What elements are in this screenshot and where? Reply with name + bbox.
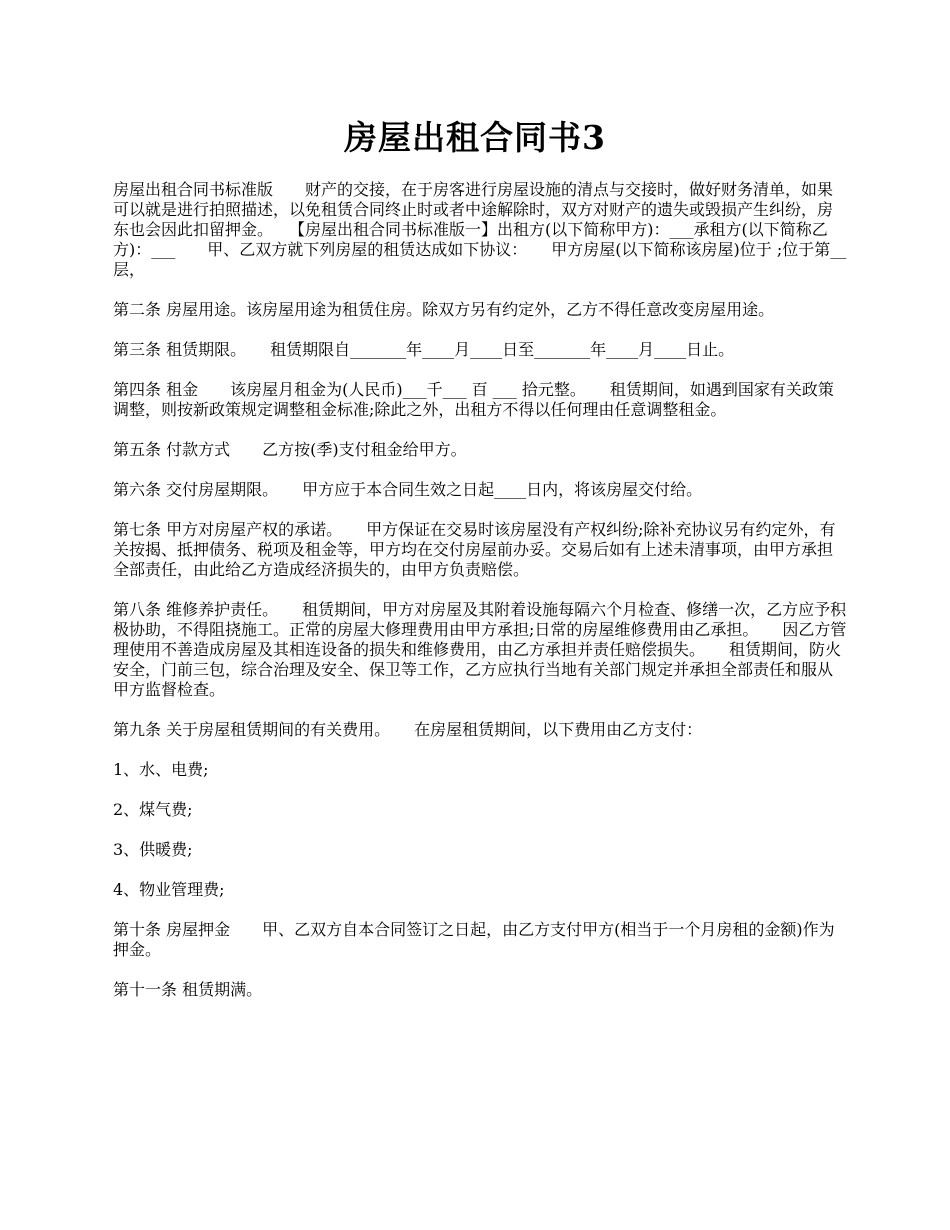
paragraph-article-4: 第四条 租金 该房屋月租金为(人民币)___千___ 百 ___ 拾元整。 租赁期间，如遇到国家有关政策调整，则按新政策规定调整租金标准;除此之外，出租方不得以任何理由任意调整租金。 [113,380,834,419]
list-item-fee-3: 3、供暖费; [113,840,193,859]
document-body [113,180,848,1020]
paragraph-article-5: 第五条 付款方式 乙方按(季)支付租金给甲方。 [113,440,467,459]
paragraph-article-3: 第三条 租赁期限。 租赁期限自_______年____月____日至_______年____月____日止。 [113,340,735,359]
paragraph-intro: 房屋出租合同书标准版 财产的交接，在于房客进行房屋设施的清点与交接时，做好财务清单，如果可以就是进行拍照描述，以免租赁合同终止时或者中途解除时，双方对财产的遗失或毁损产生纠纷，房东也会因此扣留押金。 【房屋出租合同书标准版一】出租方(以下简称甲方)：___承租方(以下简称乙方)：___ 甲、乙双方就下列房屋的租赁达成如下协议： 甲方房屋(以下简称该房屋)位于 ;位于第__层， [113,180,847,279]
paragraph-article-10: 第十条 房屋押金 甲、乙双方自本合同签订之日起，由乙方支付甲方(相当于一个月房租的金额)作为押金。 [113,920,835,959]
list-item-fee-4: 4、物业管理费; [113,880,225,899]
list-item-fee-1: 1、水、电费; [113,760,209,779]
paragraph-article-8: 第八条 维修养护责任。 租赁期间，甲方对房屋及其附着设施每隔六个月检查、修缮一次，乙方应予积极协助，不得阻挠施工。正常的房屋大修理费用由甲方承担;日常的房屋维修费用由乙承担。 因乙方管理使用不善造成房屋及其相连设备的损失和维修费用，由乙方承担并责任赔偿损失。 租赁期间，防火安全，门前三包，综合治理及安全、保卫等工作，乙方应执行当地有关部门规定并承担全部责任和服从甲方监督检查。 [113,600,847,699]
document-title: 房屋出租合同书3 [344,118,606,157]
paragraph-article-11: 第十一条 租赁期满。 [113,980,263,999]
paragraph-article-9: 第九条 关于房屋租赁期间的有关费用。 在房屋租赁期间，以下费用由乙方支付： [113,720,703,739]
paragraph-article-7: 第七条 甲方对房屋产权的承诺。 甲方保证在交易时该房屋没有产权纠纷;除补充协议另有约定外，有关按揭、抵押债务、税项及租金等，甲方均在交付房屋前办妥。交易后如有上述未清事项，由甲方承担全部责任，由此给乙方造成经济损失的，由甲方负责赔偿。 [113,520,836,579]
list-item-fee-2: 2、煤气费; [113,800,193,819]
paragraph-article-6: 第六条 交付房屋期限。 甲方应于本合同生效之日起____日内，将该房屋交付给。 [113,480,703,499]
paragraph-article-2: 第二条 房屋用途。该房屋用途为租赁住房。除双方另有约定外，乙方不得任意改变房屋用途。 [113,300,775,319]
